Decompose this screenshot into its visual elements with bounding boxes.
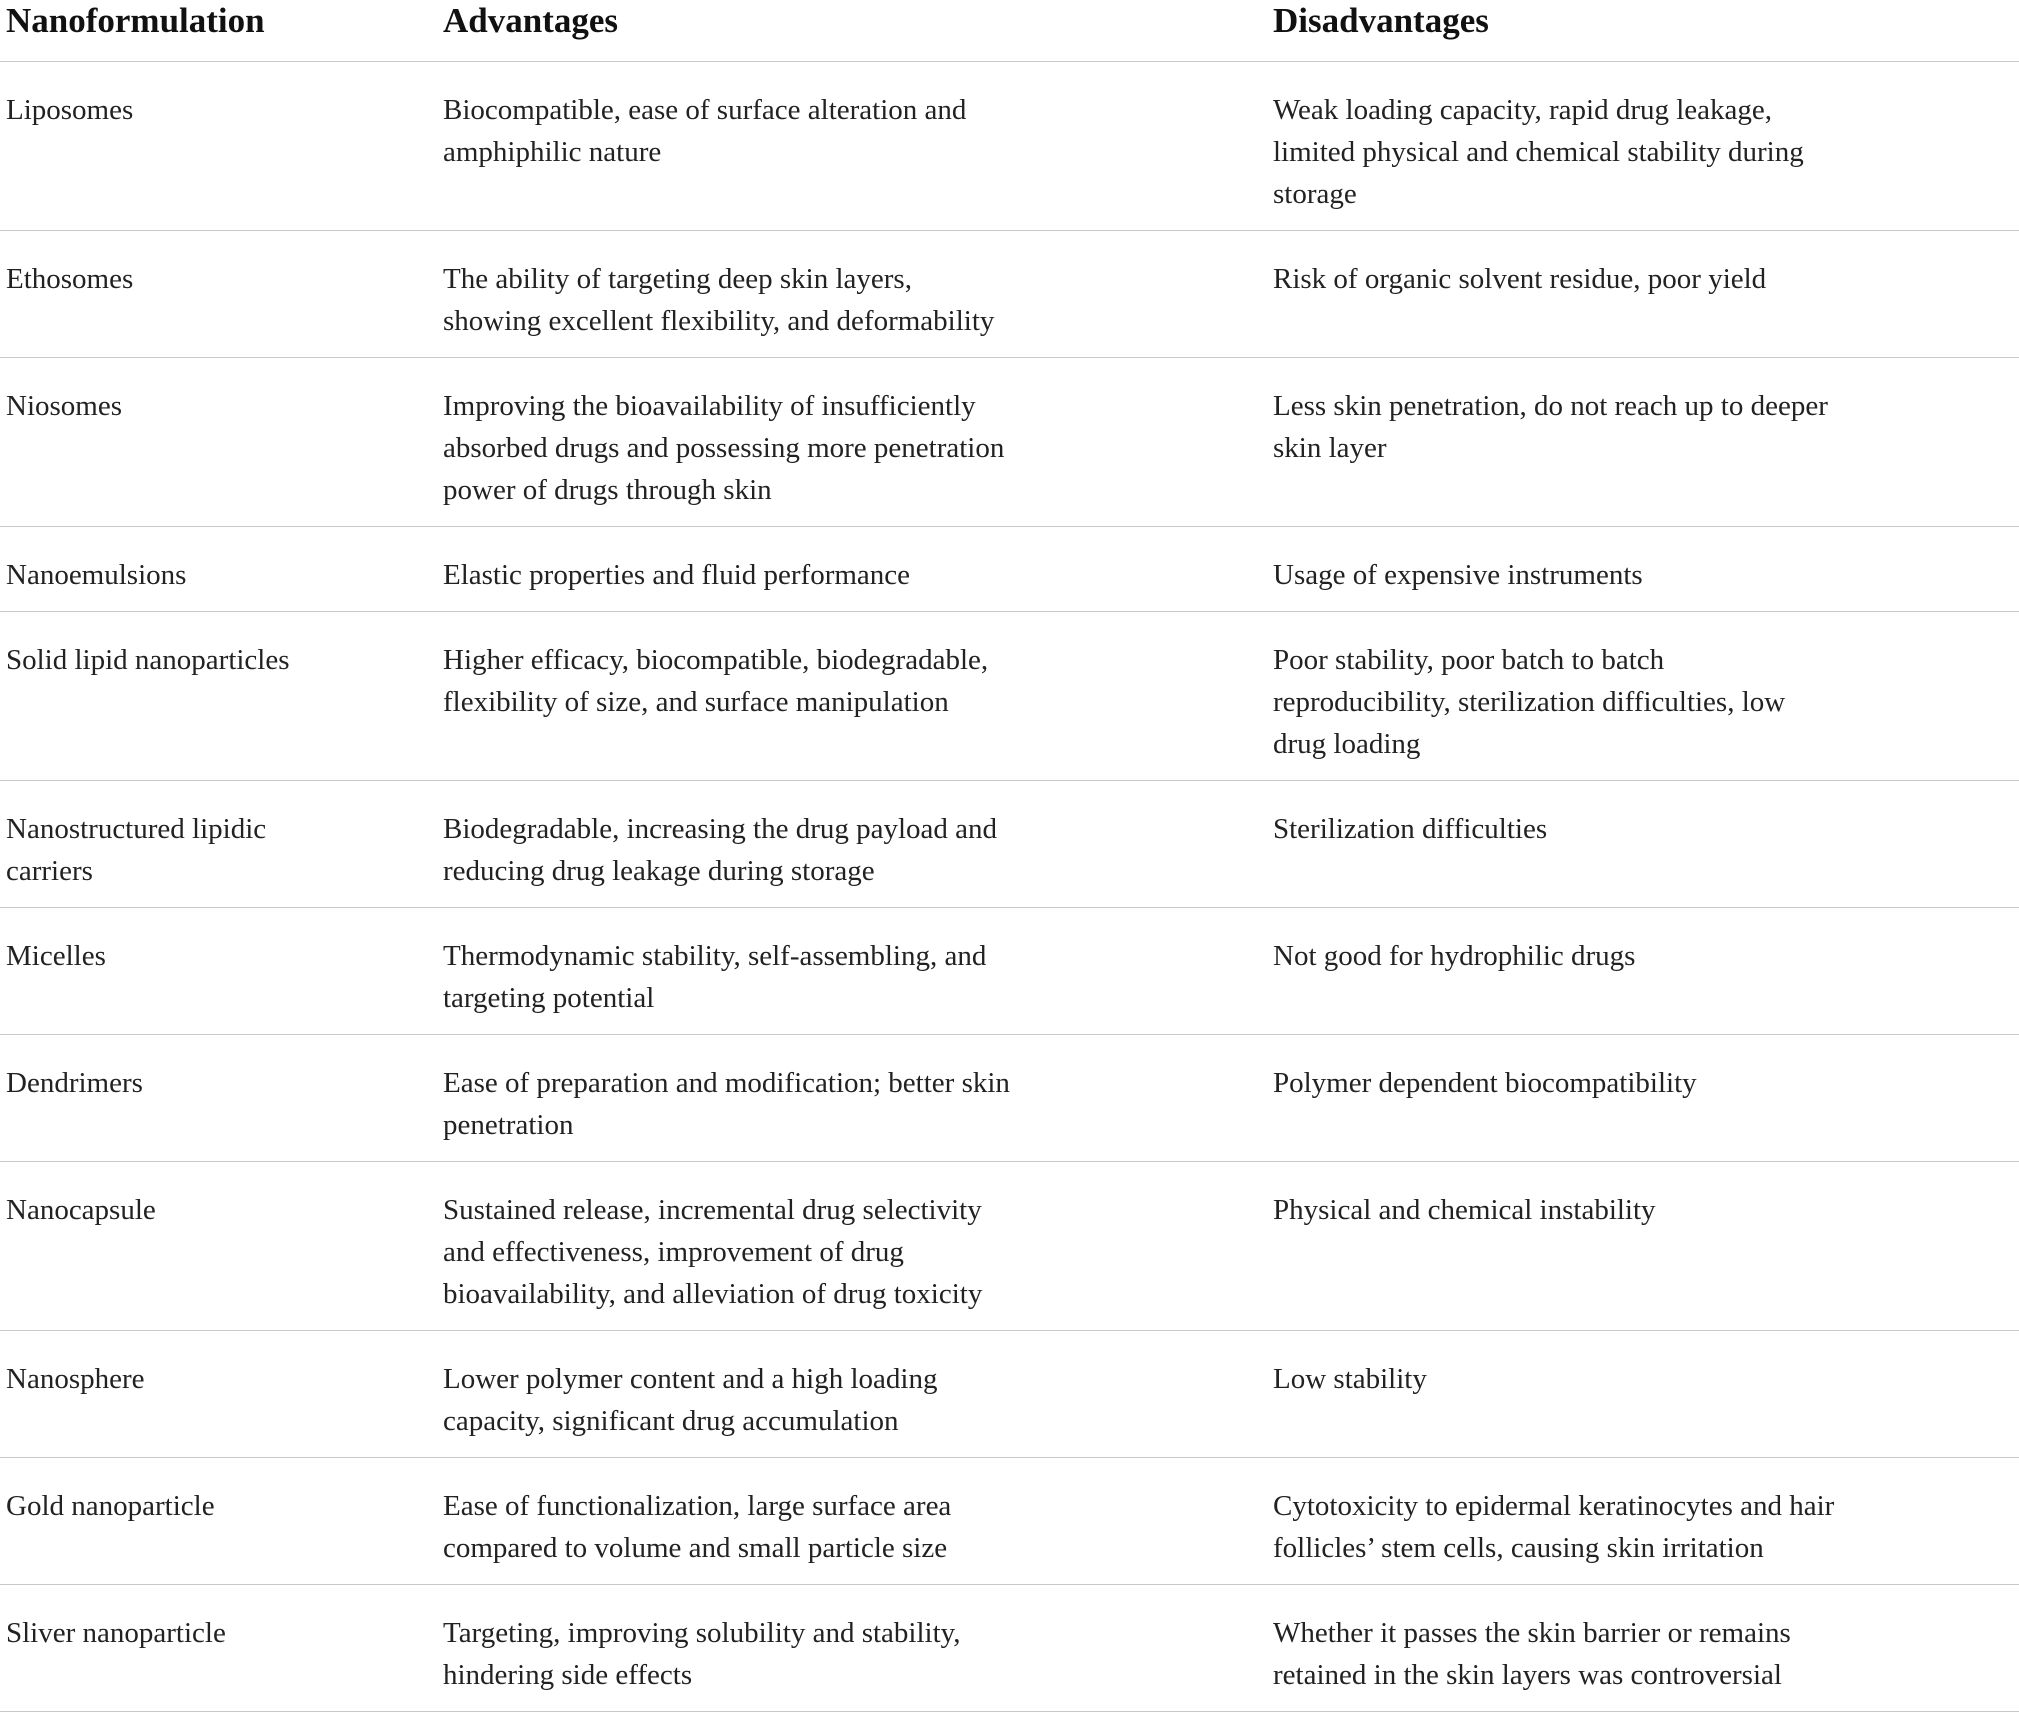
cell-text-line: Sterilization difficulties bbox=[1273, 813, 1548, 845]
cell-text-line: skin layer bbox=[1273, 432, 1387, 464]
formulation-cell bbox=[0, 781, 437, 907]
header-advantages: Advantages bbox=[443, 1, 619, 40]
formulation-cell bbox=[0, 1035, 437, 1161]
cell-text-line: Biodegradable, increasing the drug payload and bbox=[443, 813, 998, 845]
cell-text-line: penetration bbox=[443, 1109, 574, 1141]
advantages-cell bbox=[437, 358, 1267, 526]
cell-text-line: Sustained release, incremental drug selectivity bbox=[443, 1194, 982, 1226]
cell-text-line: and effectiveness, improvement of drug bbox=[443, 1236, 904, 1268]
cell-text-line: Ethosomes bbox=[6, 263, 134, 295]
advantages-cell bbox=[437, 612, 1267, 780]
table-row bbox=[0, 1331, 2019, 1458]
cell-text-line: Niosomes bbox=[6, 390, 122, 422]
cell-text-line: Higher efficacy, biocompatible, biodegradable, bbox=[443, 644, 989, 676]
table-row bbox=[0, 1585, 2019, 1712]
cell-text-line: Polymer dependent biocompatibility bbox=[1273, 1067, 1697, 1099]
cell-text-line: Nanoemulsions bbox=[6, 559, 187, 591]
formulation-cell bbox=[0, 1331, 437, 1457]
cell-text-line: Ease of preparation and modification; better skin bbox=[443, 1067, 1010, 1099]
advantages-cell bbox=[437, 231, 1267, 357]
cell-text-line: Less skin penetration, do not reach up to deeper bbox=[1273, 390, 1828, 422]
cell-text-line: Not good for hydrophilic drugs bbox=[1273, 940, 1636, 972]
table-row bbox=[0, 908, 2019, 1035]
cell-text-line: Liposomes bbox=[6, 94, 134, 126]
table-row bbox=[0, 612, 2019, 781]
cell-text-line: Nanocapsule bbox=[6, 1194, 156, 1226]
disadvantages-cell bbox=[1267, 1035, 2019, 1161]
header-nanoformulation: Nanoformulation bbox=[6, 1, 265, 40]
cell-text-line: carriers bbox=[6, 855, 93, 887]
cell-text-line: targeting potential bbox=[443, 982, 655, 1014]
advantages-cell bbox=[437, 781, 1267, 907]
cell-text-line: Weak loading capacity, rapid drug leakage, bbox=[1273, 94, 1773, 126]
disadvantages-cell bbox=[1267, 1458, 2019, 1584]
cell-text-line: Improving the bioavailability of insufficiently bbox=[443, 390, 976, 422]
cell-text-line: Physical and chemical instability bbox=[1273, 1194, 1656, 1226]
cell-text-line: power of drugs through skin bbox=[443, 474, 772, 506]
cell-text-line: flexibility of size, and surface manipulation bbox=[443, 686, 949, 718]
cell-text-line: Usage of expensive instruments bbox=[1273, 559, 1643, 591]
formulation-cell bbox=[0, 908, 437, 1034]
advantages-cell bbox=[437, 908, 1267, 1034]
disadvantages-cell bbox=[1267, 1585, 2019, 1711]
advantages-cell bbox=[437, 1458, 1267, 1584]
advantages-cell bbox=[437, 62, 1267, 230]
advantages-cell bbox=[437, 527, 1267, 611]
cell-text-line: Ease of functionalization, large surface area bbox=[443, 1490, 952, 1522]
table-row bbox=[0, 62, 2019, 231]
disadvantages-cell bbox=[1267, 231, 2019, 357]
cell-text-line: amphiphilic nature bbox=[443, 136, 662, 168]
cell-text-line: Thermodynamic stability, self-assembling, and bbox=[443, 940, 987, 972]
formulation-cell bbox=[0, 1585, 437, 1711]
cell-text-line: Lower polymer content and a high loading bbox=[443, 1363, 938, 1395]
formulation-cell bbox=[0, 527, 437, 611]
table-row bbox=[0, 1458, 2019, 1585]
cell-text-line: Cytotoxicity to epidermal keratinocytes and hair bbox=[1273, 1490, 1835, 1522]
formulation-cell bbox=[0, 62, 437, 230]
cell-text-line: Gold nanoparticle bbox=[6, 1490, 215, 1522]
disadvantages-cell bbox=[1267, 1331, 2019, 1457]
advantages-cell bbox=[437, 1331, 1267, 1457]
formulation-cell bbox=[0, 1162, 437, 1330]
table-row bbox=[0, 1162, 2019, 1331]
table-header bbox=[0, 0, 2019, 62]
advantages-cell bbox=[437, 1162, 1267, 1330]
cell-text-line: Whether it passes the skin barrier or remains bbox=[1273, 1617, 1791, 1649]
disadvantages-cell bbox=[1267, 527, 2019, 611]
cell-text-line: compared to volume and small particle size bbox=[443, 1532, 948, 1564]
disadvantages-cell bbox=[1267, 781, 2019, 907]
cell-text-line: hindering side effects bbox=[443, 1659, 693, 1691]
cell-text-line: capacity, significant drug accumulation bbox=[443, 1405, 899, 1437]
cell-text-line: Elastic properties and fluid performance bbox=[443, 559, 911, 591]
cell-text-line: showing excellent flexibility, and deformability bbox=[443, 305, 995, 337]
cell-text-line: Solid lipid nanoparticles bbox=[6, 644, 290, 676]
disadvantages-cell bbox=[1267, 612, 2019, 780]
cell-text-line: drug loading bbox=[1273, 728, 1421, 760]
header-disadvantages: Disadvantages bbox=[1273, 1, 1489, 40]
cell-text-line: Nanostructured lipidic bbox=[6, 813, 267, 845]
table-row bbox=[0, 781, 2019, 908]
cell-text-line: Sliver nanoparticle bbox=[6, 1617, 226, 1649]
cell-text-line: Micelles bbox=[6, 940, 106, 972]
cell-text-line: Nanosphere bbox=[6, 1363, 145, 1395]
disadvantages-cell bbox=[1267, 908, 2019, 1034]
cell-text-line: reproducibility, sterilization difficulties, low bbox=[1273, 686, 1786, 718]
table-row bbox=[0, 231, 2019, 358]
formulation-cell bbox=[0, 358, 437, 526]
advantages-cell bbox=[437, 1035, 1267, 1161]
formulation-cell bbox=[0, 612, 437, 780]
table-row bbox=[0, 527, 2019, 612]
cell-text-line: bioavailability, and alleviation of drug toxicity bbox=[443, 1278, 983, 1310]
table-body bbox=[0, 62, 2019, 1712]
cell-text-line: Targeting, improving solubility and stability, bbox=[443, 1617, 961, 1649]
cell-text-line: Dendrimers bbox=[6, 1067, 143, 1099]
table-row bbox=[0, 1035, 2019, 1162]
cell-text-line: absorbed drugs and possessing more penetration bbox=[443, 432, 1005, 464]
disadvantages-cell bbox=[1267, 1162, 2019, 1330]
formulation-cell bbox=[0, 1458, 437, 1584]
cell-text-line: Biocompatible, ease of surface alteration and bbox=[443, 94, 967, 126]
disadvantages-cell bbox=[1267, 62, 2019, 230]
advantages-cell bbox=[437, 1585, 1267, 1711]
formulation-cell bbox=[0, 231, 437, 357]
cell-text-line: follicles’ stem cells, causing skin irritation bbox=[1273, 1532, 1764, 1564]
cell-text-line: storage bbox=[1273, 178, 1357, 210]
cell-text-line: Poor stability, poor batch to batch bbox=[1273, 644, 1665, 676]
cell-text-line: retained in the skin layers was controversial bbox=[1273, 1659, 1782, 1691]
cell-text-line: Low stability bbox=[1273, 1363, 1427, 1395]
cell-text-line: reducing drug leakage during storage bbox=[443, 855, 875, 887]
cell-text-line: Risk of organic solvent residue, poor yield bbox=[1273, 263, 1767, 295]
table-row bbox=[0, 358, 2019, 527]
disadvantages-cell bbox=[1267, 358, 2019, 526]
cell-text-line: The ability of targeting deep skin layers, bbox=[443, 263, 912, 295]
cell-text-line: limited physical and chemical stability during bbox=[1273, 136, 1804, 168]
